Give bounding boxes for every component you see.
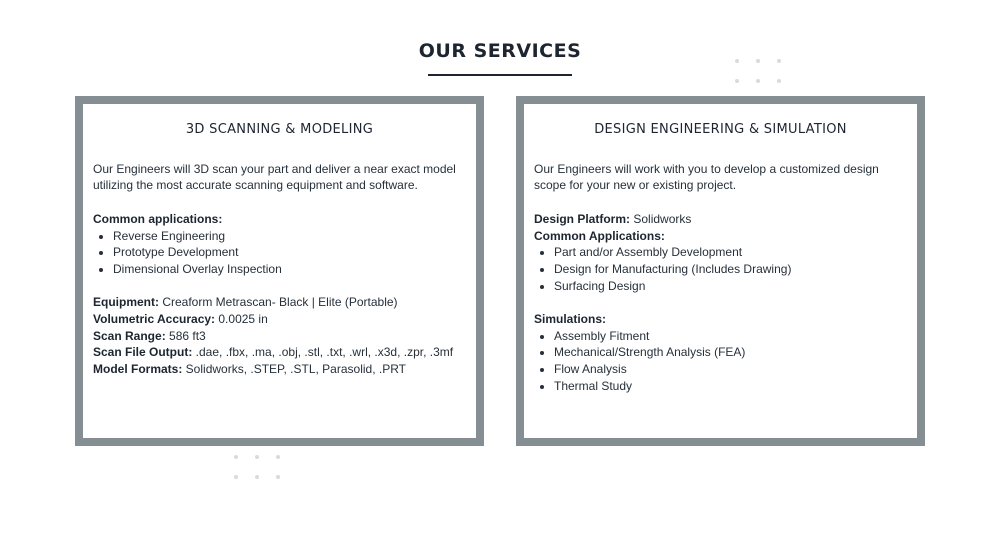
applications-list bbox=[93, 228, 466, 278]
spec-value: Solidworks, .STEP, .STL, Parasolid, .PRT bbox=[182, 362, 406, 377]
spec-label: Model Formats: bbox=[93, 362, 183, 377]
platform-label: Design Platform: bbox=[534, 211, 631, 226]
list-item: • Flow Analysis bbox=[554, 361, 907, 378]
list-item: • Reverse Engineering bbox=[113, 228, 466, 245]
applications-list bbox=[534, 244, 907, 294]
list-item: • Part and/or Assembly Development bbox=[554, 244, 907, 261]
title-underline bbox=[428, 74, 572, 76]
spec-value: Creaform Metrascan- Black | Elite (Portable) bbox=[159, 295, 398, 310]
list-item: • Surfacing Design bbox=[554, 278, 907, 295]
list-item: • Assembly Fitment bbox=[554, 328, 907, 345]
list-item: • Prototype Development bbox=[113, 244, 466, 261]
card-title: 3D SCANNING & MODELING bbox=[185, 122, 374, 137]
spec-accuracy bbox=[93, 311, 466, 328]
applications-label: Common applications: bbox=[93, 211, 223, 226]
simulations-list bbox=[534, 328, 907, 395]
simulations-label: Simulations: bbox=[534, 312, 607, 326]
design-platform bbox=[534, 211, 907, 228]
platform-value: Solidworks bbox=[630, 211, 692, 226]
card-title: DESIGN ENGINEERING & SIMULATION bbox=[594, 122, 847, 137]
service-card-scanning bbox=[75, 96, 484, 446]
spec-label: Scan Range: bbox=[93, 328, 166, 343]
spec-model-formats bbox=[93, 361, 466, 378]
spec-label: Scan File Output: bbox=[93, 345, 193, 360]
spec-label: Volumetric Accuracy: bbox=[93, 312, 216, 326]
spec-label: Equipment: bbox=[93, 295, 159, 310]
card-intro: Our Engineers will 3D scan your part and deliver a near exact model utilizing the most accurate scanning equipment and software. bbox=[93, 161, 456, 193]
list-item: • Thermal Study bbox=[554, 378, 907, 395]
page-title: OUR SERVICES bbox=[418, 40, 582, 62]
spec-scan-range bbox=[93, 328, 466, 345]
card-intro: Our Engineers will work with you to develop a customized design scope for your new or existing project. bbox=[534, 161, 879, 193]
list-item: • Design for Manufacturing (Includes Drawing) bbox=[554, 261, 907, 278]
spec-file-output bbox=[93, 344, 466, 361]
spec-value: 586 ft3 bbox=[165, 328, 206, 343]
applications-label: Common Applications: bbox=[534, 228, 665, 243]
list-item: • Mechanical/Strength Analysis (FEA) bbox=[554, 344, 907, 361]
spec-value: 0.0025 in bbox=[215, 312, 268, 326]
spec-value: .dae, .fbx, .ma, .obj, .stl, .txt, .wrl, .x3d, .zpr, .3mf bbox=[192, 345, 454, 360]
service-card-design bbox=[516, 96, 925, 446]
spec-equipment bbox=[93, 294, 466, 311]
list-item: • Dimensional Overlay Inspection bbox=[113, 261, 466, 278]
